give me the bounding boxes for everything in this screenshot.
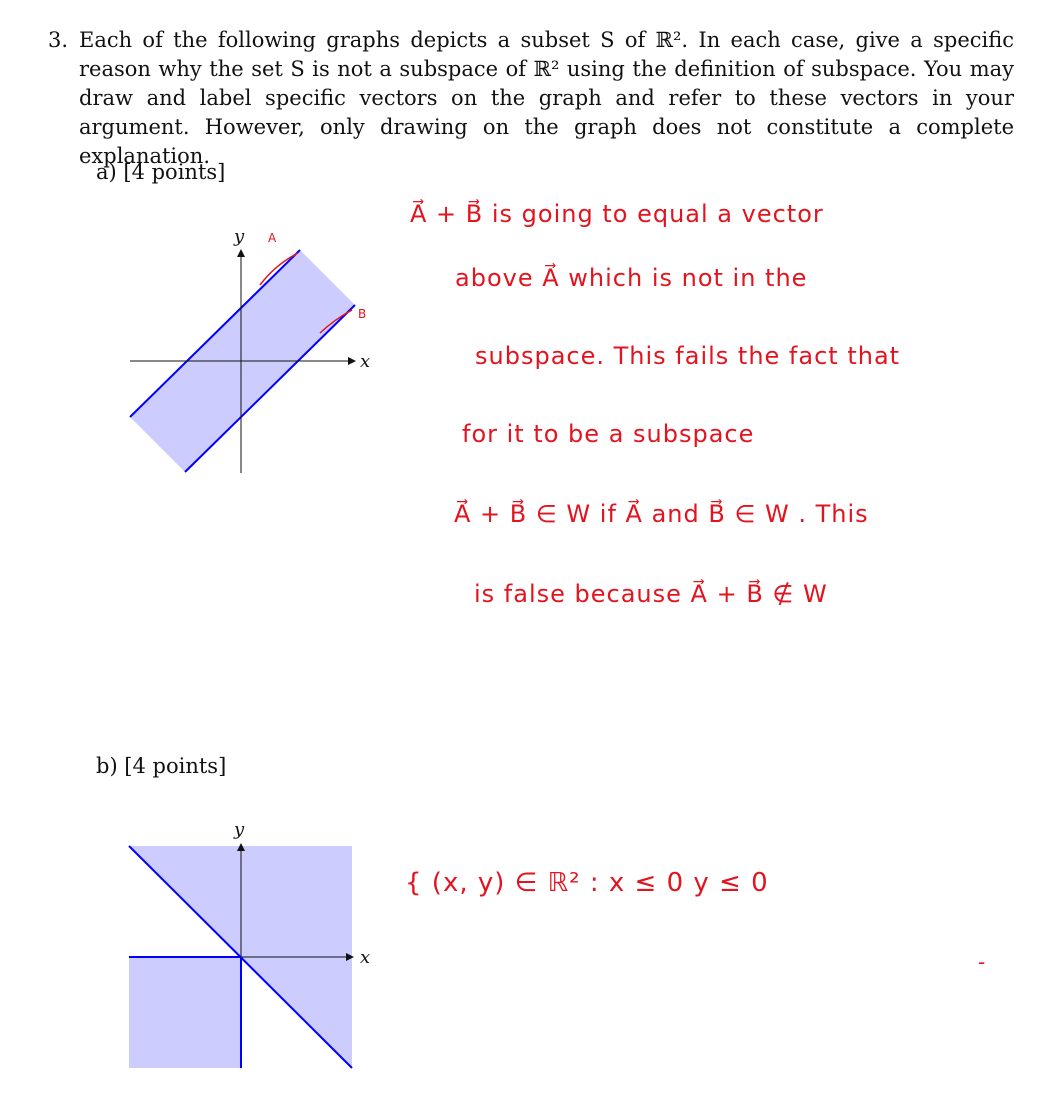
y-axis-arrow [237,249,245,257]
problem-number: 3. [48,28,69,52]
answer-a-line-1: A⃗ + B⃗ is going to equal a vector [410,200,824,228]
part-a-label: a) [4 points] [96,160,226,184]
x-axis-arrow [348,357,356,365]
answer-b-line: { (x, y) ∈ ℝ² : x ≤ 0 y ≤ 0 [405,868,769,898]
y-axis-label: y [234,226,245,247]
x-axis-label: x [360,947,370,968]
vector-b-label: B [358,307,367,321]
answer-a-line-4: for it to be a subspace [462,420,755,448]
vector-a-label: A [268,231,277,245]
answer-a-line-3: subspace. This fails the fact that [475,342,901,370]
stray-mark: - [978,950,986,974]
part-a-graph [120,215,370,485]
y-axis-label: y [234,819,245,840]
problem-statement [48,26,1014,171]
part-b-label: b) [4 points] [96,754,227,778]
part-b-graph [120,815,370,1080]
problem-text: Each of the following graphs depicts a subset S of ℝ². In each case, give a specific reason why the set S is not a subspace of ℝ² using the definition of subspace. You may draw and label specific vectors on the graph and refer to these vectors in your argument. However, only drawing on the graph does not constitute a complete explanation. [79,28,1014,168]
region-b-third-quadrant [129,957,241,1068]
x-axis-label: x [360,351,370,372]
answer-a-line-5: A⃗ + B⃗ ∈ W if A⃗ and B⃗ ∈ W . This [454,500,869,528]
answer-a-line-2: above A⃗ which is not in the [455,264,808,292]
answer-a-line-6: is false because A⃗ + B⃗ ∉ W [474,580,828,608]
